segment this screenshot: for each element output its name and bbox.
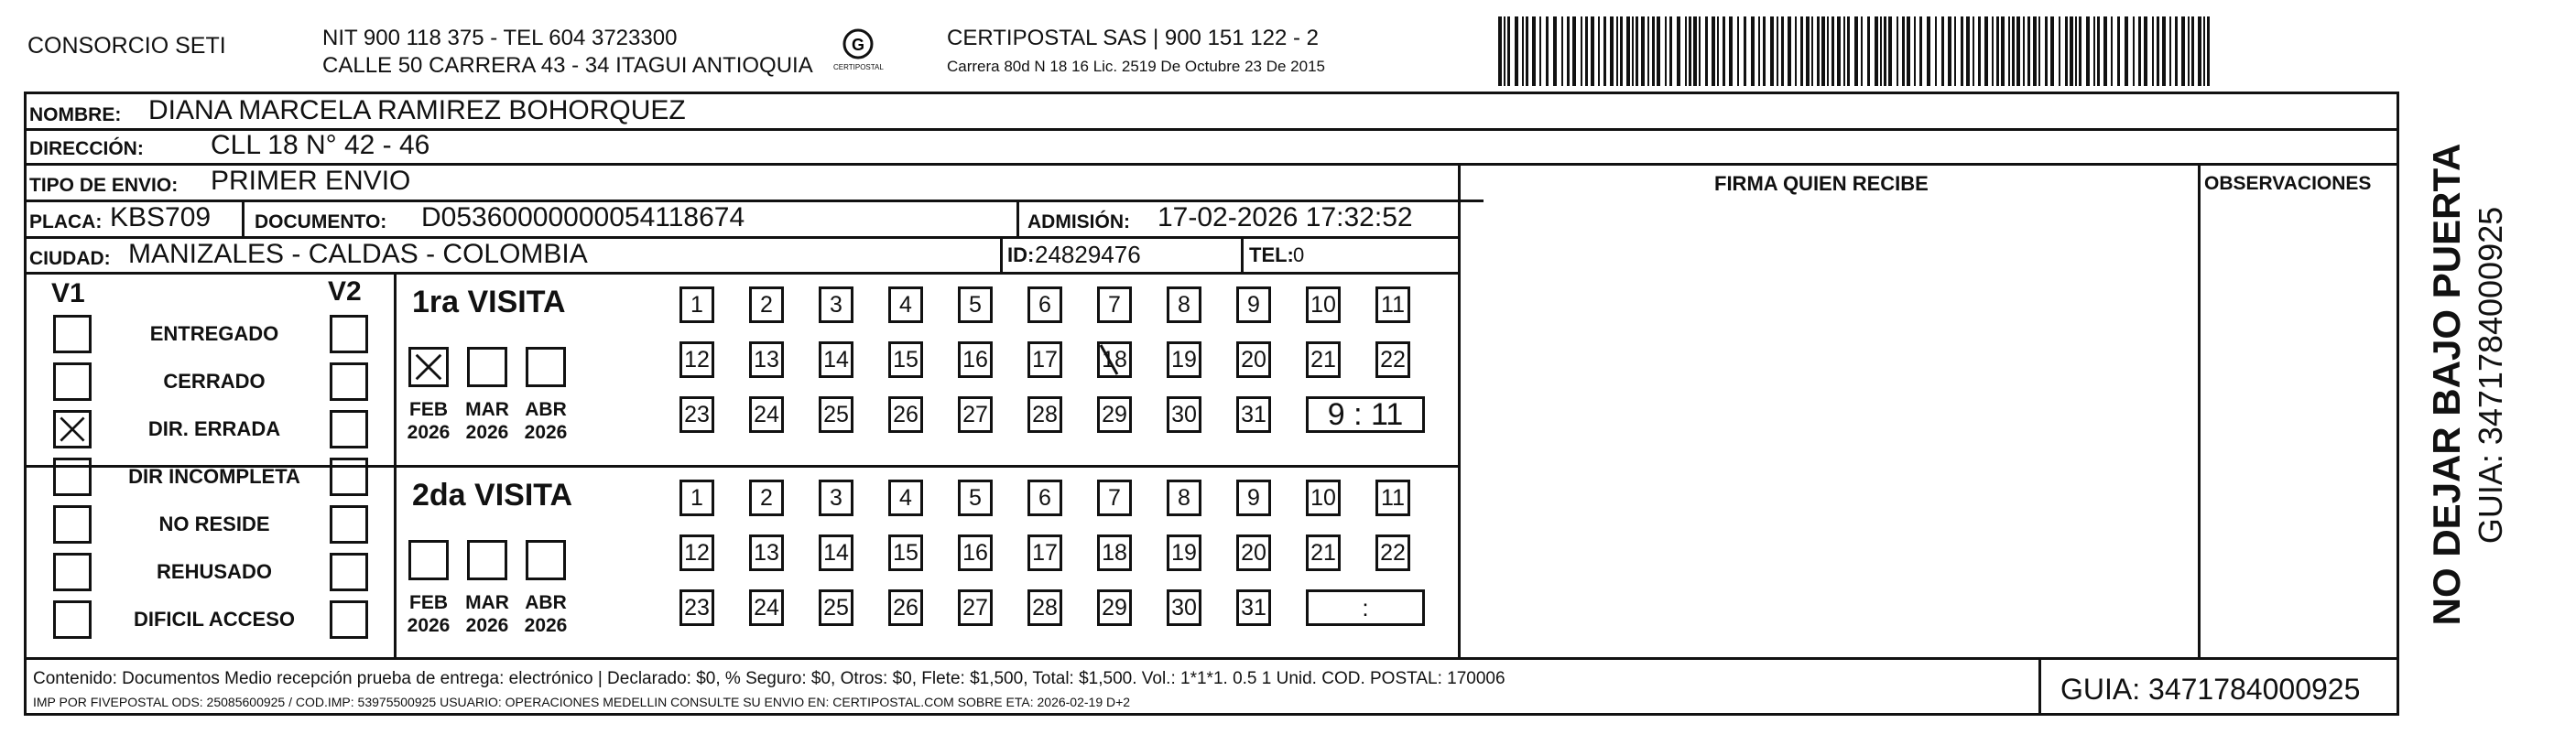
day-box[interactable]: 10	[1306, 480, 1341, 516]
barcode-bar	[1867, 16, 1870, 86]
day-box[interactable]: 22	[1375, 341, 1410, 378]
contenido-text: Contenido: Documentos Medio recepción prueba de entrega: electrónico | Declarado: $0, % Seguro: $0, Otros: $0, Flete: $1,500, Total: $1,500. Vol.: 1*1*1. 0.5 1 Unid. COD. POSTAL: 170006	[33, 669, 1505, 688]
day-box[interactable]: 2	[749, 480, 784, 516]
reason-label: ENTREGADO	[149, 322, 279, 345]
month-label	[397, 398, 461, 444]
barcode-bar	[1532, 16, 1536, 86]
imp-text: IMP POR FIVEPOSTAL ODS: 25085600925 / COD.IMP: 53975500925 USUARIO: OPERACIONES MEDELLIN CONSULTE SU ENVIO EN: CERTIPOSTAL.COM SOBRE ETA: 2026-02-19 D+2	[33, 695, 1131, 709]
barcode-bar	[2023, 16, 2025, 86]
logo-caption: CERTIPOSTAL	[833, 63, 884, 71]
barcode-bar	[1620, 16, 1623, 86]
day-box[interactable]: 3	[819, 286, 853, 323]
month-name: FEB	[409, 399, 448, 420]
barcode-bar	[1591, 16, 1594, 86]
month-name: ABR	[525, 592, 567, 613]
day-box[interactable]: 1	[679, 286, 714, 323]
day-box[interactable]: 3	[819, 480, 853, 516]
placa-value: KBS709	[110, 202, 212, 232]
day-box[interactable]: 30	[1167, 589, 1201, 626]
barcode-bar	[2207, 16, 2210, 86]
barcode-bar	[1914, 16, 1916, 86]
barcode-bar	[1806, 16, 1810, 86]
admision-value: 17-02-2026 17:32:52	[1158, 202, 1413, 232]
barcode-bar	[2008, 16, 2010, 86]
month-checkbox[interactable]	[408, 347, 449, 387]
day-box[interactable]: 23	[679, 396, 714, 433]
day-box[interactable]: 15	[888, 341, 923, 378]
day-box[interactable]: 11	[1375, 480, 1410, 516]
day-box[interactable]: 8	[1167, 480, 1201, 516]
day-box[interactable]: 9	[1236, 480, 1271, 516]
barcode-bar	[1811, 16, 1813, 86]
barcode-bar	[1515, 16, 1518, 86]
barcode-bar	[1665, 16, 1667, 86]
barcode-bar	[2012, 16, 2015, 86]
nombre-label: NOMBRE:	[29, 104, 122, 125]
barcode-bar	[1966, 16, 1970, 86]
barcode-bar	[1880, 16, 1882, 86]
day-box[interactable]: 20	[1236, 534, 1271, 571]
day-box[interactable]: 14	[819, 341, 853, 378]
day-box[interactable]: 7	[1097, 286, 1132, 323]
v2-checkbox[interactable]	[330, 600, 368, 639]
day-box[interactable]: 19	[1167, 341, 1201, 378]
nombre-value: DIANA MARCELA RAMIREZ BOHORQUEZ	[148, 95, 686, 125]
barcode-bar	[1723, 16, 1725, 86]
day-box[interactable]: 6	[1027, 286, 1062, 323]
day-box[interactable]: 13	[749, 341, 784, 378]
barcode-bar	[2097, 16, 2100, 86]
month-label	[455, 591, 519, 637]
barcode-bar	[1636, 16, 1638, 86]
v1-checkbox-checked[interactable]	[53, 410, 92, 448]
barcode-bar	[1504, 16, 1505, 86]
day-box[interactable]: 11	[1375, 286, 1410, 323]
barcode-bar	[1843, 16, 1845, 86]
barcode-bar	[2079, 16, 2081, 86]
barcode-bar	[2059, 16, 2060, 86]
barcode-bar	[1770, 16, 1774, 86]
v1-checkbox[interactable]	[53, 315, 92, 353]
barcode-bar	[1961, 16, 1963, 86]
admision-label: ADMISIÓN:	[1027, 211, 1130, 232]
day-box[interactable]: 23	[679, 589, 714, 626]
month-label	[514, 398, 578, 444]
barcode-bar	[1626, 16, 1630, 86]
barcode-bar	[2169, 16, 2171, 86]
day-box[interactable]: 21	[1306, 534, 1341, 571]
barcode-bar	[1817, 16, 1820, 86]
barcode-bar	[1847, 16, 1850, 86]
barcode-bar	[2133, 16, 2135, 86]
tipo-envio-label: TIPO DE ENVIO:	[29, 175, 179, 196]
barcode-bar	[1800, 16, 1803, 86]
barcode-bar	[1689, 16, 1691, 86]
day-box[interactable]: 24	[749, 396, 784, 433]
tel-value: 0	[1293, 243, 1305, 266]
barcode-bar	[2070, 16, 2073, 86]
month-year: 2026	[524, 422, 568, 444]
day-box[interactable]: 7	[1097, 480, 1132, 516]
day-box[interactable]: 27	[958, 396, 993, 433]
visit-title: 1ra VISITA	[412, 285, 566, 319]
day-box[interactable]: 9	[1236, 286, 1271, 323]
barcode-bar	[1567, 16, 1570, 86]
month-year: 2026	[465, 615, 509, 637]
footer-guia: GUIA: 3471784000925	[2060, 673, 2361, 706]
v1-checkbox[interactable]	[53, 458, 92, 496]
month-year: 2026	[407, 422, 451, 444]
day-box[interactable]: 18	[1097, 534, 1132, 571]
reason-label: DIR. ERRADA	[147, 417, 281, 440]
id-label: ID:	[1007, 243, 1035, 266]
barcode-bar	[2188, 16, 2190, 86]
barcode-bar	[1763, 16, 1766, 86]
day-box[interactable]: 20	[1236, 341, 1271, 378]
day-box-marked[interactable]	[1097, 341, 1132, 378]
barcode-bar	[1973, 16, 1974, 86]
barcode-bar	[1927, 16, 1930, 86]
barcode-bar	[1737, 16, 1739, 86]
day-box[interactable]: 12	[679, 341, 714, 378]
day-box[interactable]: 12	[679, 534, 714, 571]
svg-text:G: G	[851, 36, 865, 54]
day-box[interactable]: 22	[1375, 534, 1410, 571]
firma-header: FIRMA QUIEN RECIBE	[1714, 172, 1929, 195]
barcode-bar	[2038, 16, 2040, 86]
month-year: 2026	[465, 422, 509, 444]
reason-label: CERRADO	[163, 370, 266, 393]
month-name: ABR	[525, 399, 567, 420]
day-box[interactable]: 10	[1306, 286, 1341, 323]
barcode-bar	[1795, 16, 1797, 86]
v2-checkbox[interactable]	[330, 410, 368, 448]
day-box[interactable]: 2	[749, 286, 784, 323]
barcode-bar	[1744, 16, 1746, 86]
barcode-bar	[1861, 16, 1863, 86]
nit-line-2: CALLE 50 CARRERA 43 - 34 ITAGUI ANTIOQUIA	[322, 53, 813, 78]
day-box[interactable]: 30	[1167, 396, 1201, 433]
barcode-bar	[2152, 16, 2154, 86]
barcode-bar	[1984, 16, 1988, 86]
barcode-bar	[1751, 16, 1755, 86]
day-box[interactable]: 5	[958, 286, 993, 323]
month-checkbox[interactable]	[467, 347, 507, 387]
reason-label: NO RESIDE	[158, 513, 270, 535]
day-box[interactable]: 17	[1027, 341, 1062, 378]
day-box[interactable]: 25	[819, 396, 853, 433]
tel-label: TEL:	[1249, 243, 1294, 266]
v1-checkbox[interactable]	[53, 505, 92, 544]
barcode-bar	[2144, 16, 2147, 86]
day-box[interactable]: 28	[1027, 589, 1062, 626]
month-name: FEB	[409, 592, 448, 613]
barcode-bar	[2138, 16, 2141, 86]
barcode-bar	[1610, 16, 1614, 86]
barcode-bar	[1948, 16, 1951, 86]
day-box[interactable]: 27	[958, 589, 993, 626]
month-year: 2026	[524, 615, 568, 637]
day-box[interactable]: 15	[888, 534, 923, 571]
barcode-bar	[1781, 16, 1784, 86]
certipostal-logo	[831, 27, 885, 75]
barcode-bar	[1954, 16, 1956, 86]
day-number: 18	[1102, 346, 1127, 372]
tipo-envio-value: PRIMER ENVIO	[211, 166, 411, 196]
barcode-bar	[2050, 16, 2054, 86]
barcode-bar	[1992, 16, 1994, 86]
barcode-bar	[2027, 16, 2030, 86]
barcode-bar	[1616, 16, 1618, 86]
barcode-bar	[1641, 16, 1645, 86]
placa-label: PLACA:	[29, 211, 103, 232]
barcode-bar	[1854, 16, 1858, 86]
barcode-bar	[1553, 16, 1557, 86]
day-box[interactable]: 16	[958, 534, 993, 571]
observaciones-header: OBSERVACIONES	[2204, 173, 2372, 194]
v2-label: V2	[328, 276, 362, 307]
barcode-bar	[1546, 16, 1549, 86]
day-box[interactable]: 6	[1027, 480, 1062, 516]
barcode-bar	[2117, 16, 2120, 86]
day-box[interactable]: 16	[958, 341, 993, 378]
day-box[interactable]: 5	[958, 480, 993, 516]
v1-label: V1	[51, 278, 85, 308]
ciudad-value: MANIZALES - CALDAS - COLOMBIA	[128, 239, 588, 269]
barcode-bar	[1996, 16, 1999, 86]
barcode-bar	[1827, 16, 1829, 86]
barcode-bar	[2181, 16, 2185, 86]
barcode-bar	[2111, 16, 2113, 86]
certi-line-1: CERTIPOSTAL SAS | 900 151 122 - 2	[947, 26, 1319, 50]
month-checkbox[interactable]	[408, 540, 449, 580]
id-value: 24829476	[1035, 241, 1141, 268]
v2-checkbox[interactable]	[330, 553, 368, 591]
barcode-bar	[2157, 16, 2159, 86]
month-label	[397, 591, 461, 637]
barcode-bar	[2125, 16, 2128, 86]
barcode-bar	[2065, 16, 2068, 86]
barcode-bar	[1585, 16, 1588, 86]
barcode-bar	[1572, 16, 1576, 86]
ciudad-label: CIUDAD:	[29, 248, 111, 269]
visit-title: 2da VISITA	[412, 478, 573, 513]
barcode-bar	[1821, 16, 1825, 86]
barcode-bar	[1935, 16, 1937, 86]
barcode-bar	[1539, 16, 1541, 86]
barcode-bar	[1526, 16, 1528, 86]
barcode-bar	[1598, 16, 1600, 86]
day-box[interactable]: 29	[1097, 396, 1132, 433]
certi-line-2: Carrera 80d N 18 16 Lic. 2519 De Octubre 23 De 2015	[947, 58, 1325, 75]
v1-checkbox[interactable]	[53, 600, 92, 639]
day-box[interactable]: 4	[888, 286, 923, 323]
barcode-bar	[1498, 16, 1502, 86]
time-box[interactable]: :	[1306, 589, 1425, 626]
day-box[interactable]: 25	[819, 589, 853, 626]
day-box[interactable]: 19	[1167, 534, 1201, 571]
nit-line-1: NIT 900 118 375 - TEL 604 3723300	[322, 26, 678, 50]
barcode-bar	[2045, 16, 2048, 86]
barcode-bar	[1884, 16, 1886, 86]
barcode-bar	[1603, 16, 1606, 86]
barcode-bar	[2033, 16, 2037, 86]
barcode-bar	[1677, 16, 1680, 86]
barcode-bar	[1717, 16, 1719, 86]
barcode-bar	[2001, 16, 2005, 86]
v2-checkbox[interactable]	[330, 362, 368, 401]
barcode-bar	[1729, 16, 1733, 86]
barcode-bar	[2191, 16, 2194, 86]
month-label	[455, 398, 519, 444]
day-box[interactable]: 17	[1027, 534, 1062, 571]
direccion-value: CLL 18 N° 42 - 46	[211, 130, 430, 160]
month-year: 2026	[407, 615, 451, 637]
barcode-bar	[1788, 16, 1791, 86]
documento-label: DOCUMENTO:	[255, 211, 387, 232]
barcode-bar	[2175, 16, 2178, 86]
reason-label: REHUSADO	[157, 560, 272, 583]
month-checkbox[interactable]	[467, 540, 507, 580]
barcode-bar	[2203, 16, 2205, 86]
day-box[interactable]: 26	[888, 396, 923, 433]
barcode-bar	[1561, 16, 1563, 86]
month-name: MAR	[465, 592, 509, 613]
day-box[interactable]: 29	[1097, 589, 1132, 626]
barcode-bar	[1837, 16, 1841, 86]
barcode-bar	[1758, 16, 1760, 86]
month-name: MAR	[465, 399, 509, 420]
day-box[interactable]: 14	[819, 534, 853, 571]
day-box[interactable]: 31	[1236, 589, 1271, 626]
month-checkbox[interactable]	[526, 347, 566, 387]
v2-checkbox[interactable]	[330, 315, 368, 353]
barcode-bar	[2198, 16, 2201, 86]
barcode-bar	[1699, 16, 1701, 86]
barcode-bar	[1831, 16, 1834, 86]
time-box[interactable]: 9 : 11	[1306, 396, 1425, 433]
day-box[interactable]: 24	[749, 589, 784, 626]
barcode-bar	[1581, 16, 1582, 86]
barcode-bar	[1669, 16, 1672, 86]
barcode-bar	[1888, 16, 1892, 86]
no-dejar-bajo-puerta: NO DEJAR BAJO PUERTA	[2425, 143, 2468, 626]
barcode-bar	[1522, 16, 1524, 86]
month-checkbox[interactable]	[526, 540, 566, 580]
barcode-bar	[1507, 16, 1510, 86]
month-label	[514, 591, 578, 637]
barcode-bar	[1902, 16, 1905, 86]
barcode-bar	[1777, 16, 1778, 86]
barcode-bar	[1657, 16, 1660, 86]
v2-checkbox[interactable]	[330, 458, 368, 496]
day-box[interactable]: 28	[1027, 396, 1062, 433]
barcode-bar	[1919, 16, 1922, 86]
v1-checkbox[interactable]	[53, 553, 92, 591]
side-guia: GUIA: 3471784000925	[2472, 206, 2509, 545]
barcode-bar	[1712, 16, 1715, 86]
day-box[interactable]: 8	[1167, 286, 1201, 323]
day-box[interactable]: 21	[1306, 341, 1341, 378]
barcode-bar	[1693, 16, 1697, 86]
barcode-bar	[2103, 16, 2107, 86]
reason-label: DIFICIL ACCESO	[133, 608, 295, 631]
barcode-bar	[1647, 16, 1649, 86]
v1-checkbox[interactable]	[53, 362, 92, 401]
v2-checkbox[interactable]	[330, 505, 368, 544]
company-name: CONSORCIO SETI	[27, 33, 226, 59]
barcode	[1498, 16, 2222, 86]
day-box[interactable]: 4	[888, 480, 923, 516]
barcode-bar	[1907, 16, 1910, 86]
reason-label: DIR INCOMPLETA	[128, 465, 300, 488]
barcode-bar	[2075, 16, 2077, 86]
barcode-bar	[1941, 16, 1944, 86]
day-box[interactable]: 26	[888, 589, 923, 626]
barcode-bar	[1978, 16, 1981, 86]
barcode-bar	[1652, 16, 1655, 86]
direccion-label: DIRECCIÓN:	[29, 138, 144, 159]
barcode-bar	[2016, 16, 2020, 86]
day-box[interactable]: 13	[749, 534, 784, 571]
barcode-bar	[2162, 16, 2166, 86]
barcode-bar	[1897, 16, 1898, 86]
barcode-bar	[2086, 16, 2090, 86]
day-box[interactable]: 31	[1236, 396, 1271, 433]
barcode-bar	[2093, 16, 2095, 86]
day-box[interactable]: 1	[679, 480, 714, 516]
documento-value: D05360000000054118674	[421, 202, 745, 232]
barcode-bar	[1632, 16, 1634, 86]
barcode-bar	[1685, 16, 1687, 86]
barcode-bar	[1875, 16, 1878, 86]
barcode-bar	[1705, 16, 1708, 86]
